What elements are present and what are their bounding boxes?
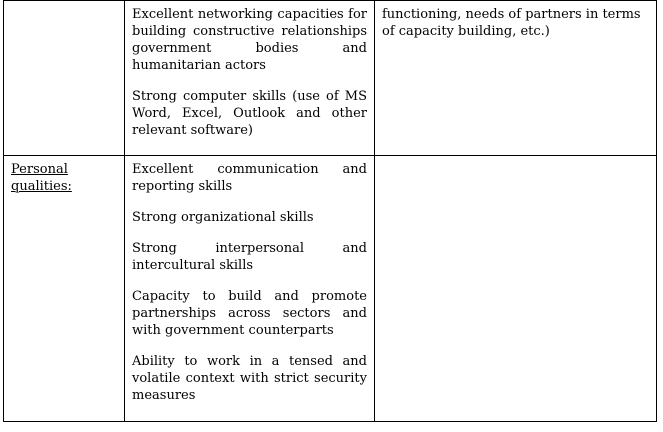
requirement-item: Excellent networking capacities for building constructive relationships government bodies and humanitarian actors xyxy=(132,7,367,73)
requirement-item: Strong computer skills (use of MS Word, Excel, Outlook and other relevant software) xyxy=(132,89,367,138)
row-label-cell xyxy=(4,156,125,422)
quality-item: Capacity to build and promote partnerships across sectors and with government counterparts xyxy=(132,289,367,338)
quality-item: Strong interpersonal and intercultural skills xyxy=(132,241,367,273)
notes-cell xyxy=(375,1,657,156)
personal-qualities-label: Personal qualities: xyxy=(11,162,72,194)
notes-text: functioning, needs of partners in terms of capacity building, etc.) xyxy=(382,7,641,39)
row-label-cell xyxy=(4,1,125,156)
table-row xyxy=(4,156,657,422)
requirements-table xyxy=(3,0,657,422)
qualities-cell xyxy=(125,156,375,422)
requirements-cell xyxy=(125,1,375,156)
quality-item: Strong organizational skills xyxy=(132,210,314,225)
quality-item: Excellent communication and reporting skills xyxy=(132,162,367,194)
quality-item: Ability to work in a tensed and volatile context with strict security measures xyxy=(132,354,367,403)
table-row xyxy=(4,1,657,156)
notes-cell xyxy=(375,156,657,422)
